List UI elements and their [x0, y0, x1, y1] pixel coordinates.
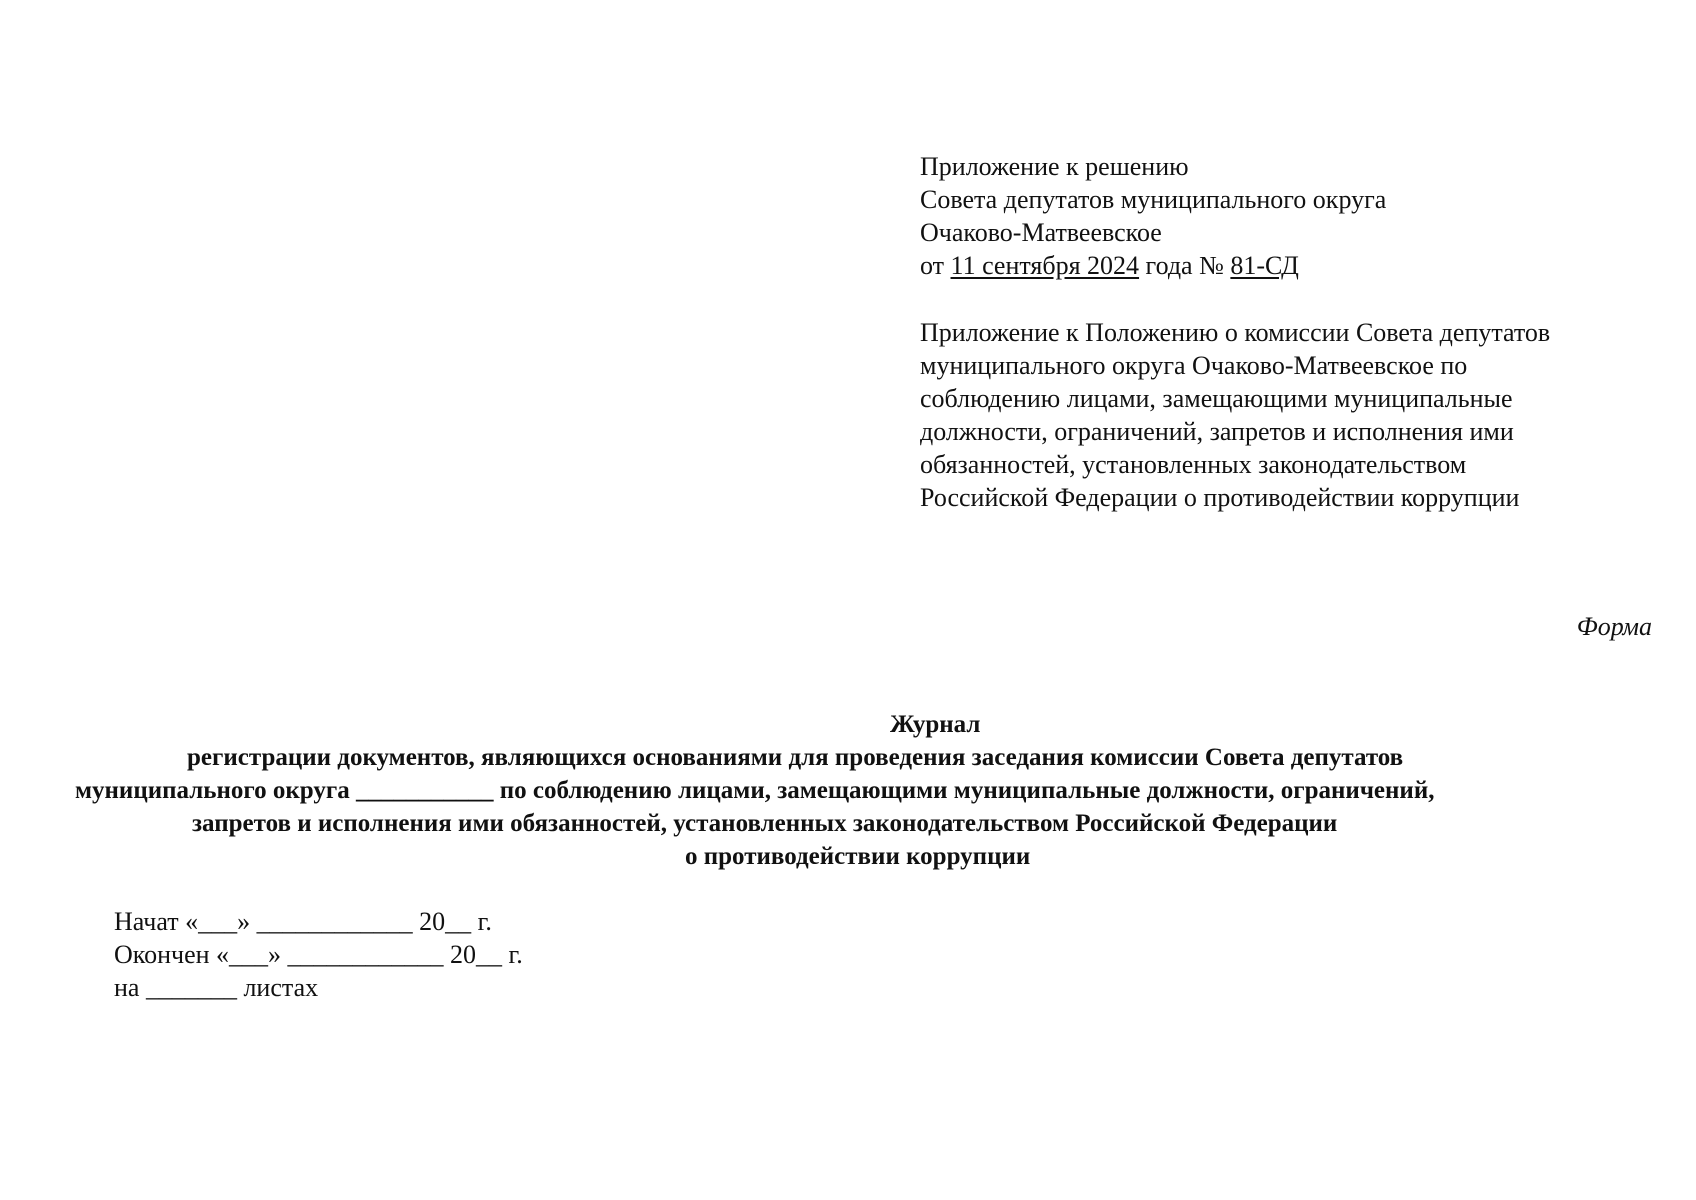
title-line-1: Журнал	[890, 711, 981, 738]
title-line-2: регистрации документов, являющихся основаниями для проведения заседания комиссии Совета депутатов	[187, 744, 1404, 771]
appendix2-line-3: соблюдению лицами, замещающими муниципальные	[920, 384, 1513, 413]
started-line: Начат «___» ____________ 20__ г.	[114, 907, 492, 936]
appendix2-line-1: Приложение к Положению о комиссии Совета депутатов	[920, 318, 1551, 347]
appendix-decision-header	[920, 150, 1660, 282]
appendix-line-1: Приложение к решению	[920, 152, 1189, 181]
appendix-date-line	[920, 249, 1660, 282]
form-label: Форма	[1576, 612, 1652, 641]
sheets-line: на _______ листах	[114, 973, 319, 1002]
date-middle: года №	[1139, 251, 1231, 280]
date-prefix: от	[920, 251, 951, 280]
appendix-regulation-header	[920, 316, 1660, 514]
title-line-5: о противодействии коррупции	[685, 843, 1031, 870]
appendix2-line-6: Российской Федерации о противодействии коррупции	[920, 483, 1520, 512]
decision-number: 81-СД	[1230, 251, 1299, 280]
appendix-line-3: Очаково-Матвеевское	[920, 218, 1162, 247]
appendix2-line-5: обязанностей, установленных законодательством	[920, 450, 1467, 479]
journal-title	[60, 708, 1696, 873]
appendix2-line-2: муниципального округа Очаково-Матвеевское по	[920, 351, 1468, 380]
journal-meta	[114, 905, 523, 1004]
title-line-3: муниципального округа ___________ по соблюдению лицами, замещающими муниципальные должности, ограничений,	[75, 777, 1435, 804]
appendix2-line-4: должности, ограничений, запретов и исполнения ими	[920, 417, 1514, 446]
title-line-4: запретов и исполнения ими обязанностей, установленных законодательством Российской Федерации	[192, 810, 1338, 837]
appendix-line-2: Совета депутатов муниципального округа	[920, 185, 1387, 214]
decision-date: 11 сентября 2024	[950, 251, 1140, 280]
finished-line: Окончен «___» ____________ 20__ г.	[114, 940, 523, 969]
